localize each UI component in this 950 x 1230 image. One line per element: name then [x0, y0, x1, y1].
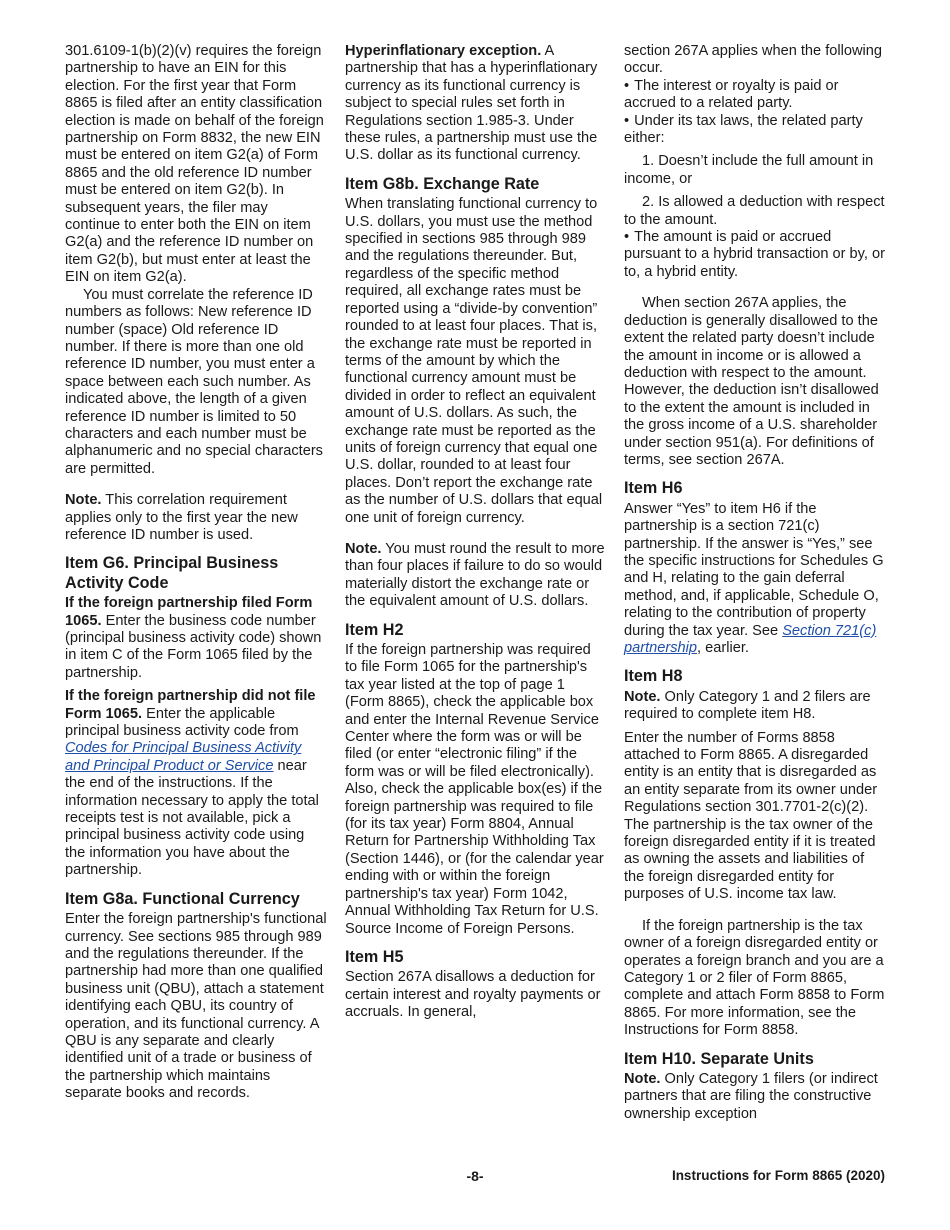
- heading-item-h2: Item H2: [345, 620, 404, 639]
- note: [624, 689, 886, 724]
- note-text: This correlation requirement applies only to the first year the new reference ID number is used.: [65, 492, 298, 543]
- paragraph: [345, 43, 607, 165]
- note-text: Only Category 1 filers (or indirect partners that are filing the constructive ownership exception: [624, 1070, 878, 1122]
- paragraph: [65, 595, 327, 682]
- codes-link[interactable]: Codes for Principal Business Activity and Principal Product or Service: [65, 740, 302, 774]
- note: [65, 492, 327, 544]
- paragraph: Section 267A disallows a deduction for certain interest and royalty payments or accruals. In general,: [345, 969, 601, 1021]
- paragraph-text: A partnership that has a hyperinflationary currency as its functional currency is subject to special rules set forth in Regulations section 1.985-3. Under these rules, a partnership must use the U.S. dollar as its functional currency.: [345, 43, 598, 164]
- paragraph: If the foreign partnership was required to file Form 1065 for the partnership's tax year listed at the top of page 1 (Form 8865), check the applicable box and enter the Internal Revenue Service Center where the form was or will be filed (or enter “electronic filing” if the form was or will be filed electronically). Also, check the applicable box(es) if the foreign partnership was required to file (for its tax year) Form 8804, Annual Return for Partnership Withholding Tax (Section 1446), or (for the calendar year ending with or within the foreign partnership's tax year) Form 1042, Annual Withholding Tax Return for U.S. Source Income of Foreign Persons.: [345, 642, 604, 937]
- paragraph: 301.6109-1(b)(2)(v) requires the foreign partnership to have an EIN for this election. For the first year that Form 8865 is filed after an entity classification election is made on behalf of the foreign partnership on Form 8832, the new EIN must be entered on item G2(a) of Form 8865 and the old reference ID number must be entered on item G2(b). In subsequent years, the filer may continue to enter both the EIN on item G2(a) and the reference ID number on item G2(b), but must enter at least the EIN on item G2(a).: [65, 43, 324, 286]
- paragraph: Enter the number of Forms 8858 attached to Form 8865. A disregarded entity is an entity that is disregarded as an entity separate from its owner under Regulations section 301.7701-2(c)(2). The partnership is the tax owner of the foreign disregarded entity if it is treated as owning the assets and liabilities of the foreign disregarded entity for purposes of U.S. income tax law.: [624, 729, 878, 903]
- section-721c-link[interactable]: Section 721(c) partnership: [624, 622, 877, 656]
- heading-item-g8a: Item G8a. Functional Currency: [65, 889, 300, 908]
- paragraph-text: near the end of the instructions. If the information necessary to apply the total receipts test is not available, pick a principal business activity code using the information you have about the partnership.: [65, 757, 319, 879]
- note-label: Note.: [624, 688, 661, 705]
- note-label: Note.: [624, 1070, 661, 1087]
- page-number: -8-: [466, 1168, 484, 1184]
- column-1: [65, 43, 327, 1103]
- column-2: [345, 43, 607, 1022]
- heading-item-g8b: Item G8b. Exchange Rate: [345, 174, 540, 193]
- heading-item-h8: Item H8: [624, 667, 683, 686]
- numbered-item: 2. Is allowed a deduction with respect to the amount.: [624, 194, 885, 228]
- numbered-item: 1. Doesn’t include the full amount in income, or: [624, 153, 874, 187]
- column-3: [624, 43, 886, 1123]
- note: [624, 1071, 886, 1123]
- paragraph: [65, 688, 327, 879]
- paragraph: [624, 501, 886, 658]
- lead-in: If the foreign partnership did not file Form 1065.: [65, 688, 316, 722]
- lead-in: If the foreign partnership filed Form 1065.: [65, 595, 313, 629]
- paragraph-text: Enter the applicable principal business activity code from: [65, 705, 299, 740]
- bullet-item: • Under its tax laws, the related party either:: [624, 113, 886, 148]
- paragraph-text: Enter the business code number (principal business activity code) shown in item C of the Form 1065 filed by the partnership.: [65, 612, 322, 681]
- paragraph: If the foreign partnership is the tax owner of a foreign disregarded entity or operates a foreign branch and you are a Category 1 or 2 filer of Form 8865, complete and attach Form 8858 to Form 8865. For more information, see the Instructions for Form 8858.: [624, 917, 885, 1039]
- note-label: Note.: [345, 540, 382, 557]
- note-text: You must round the result to more than four places if failure to do so would materially distort the exchange rate or the equivalent amount of U.S. dollars.: [345, 540, 605, 610]
- paragraph: section 267A applies when the following occur.: [624, 43, 882, 77]
- note-label: Note.: [65, 492, 102, 509]
- paragraph-text: Answer “Yes” to item H6 if the partnership is a section 721(c) partnership. If the answer is “Yes,” see the specific instructions for Schedules G and H, relating to the gain deferral method, and, if applicable, Schedule O, relating to the contribution of property during the tax year. See: [624, 500, 884, 639]
- bullet-item: • The interest or royalty is paid or accrued to a related party.: [624, 78, 886, 113]
- heading-item-h10: Item H10. Separate Units: [624, 1049, 814, 1068]
- heading-item-h6: Item H6: [624, 479, 683, 498]
- note-text: Only Category 1 and 2 filers are required to complete item H8.: [624, 688, 871, 723]
- heading-item-h5: Item H5: [345, 947, 404, 966]
- paragraph: When section 267A applies, the deduction is generally disallowed to the extent the related party doesn’t include the amount in income or is allowed a deduction with respect to the amount. However, the deduction isn’t disallowed to the extent the amount is included in the gross income of a U.S. shareholder under section 951(a). For definitions of terms, see section 267A.: [624, 295, 879, 468]
- paragraph-text: , earlier.: [697, 640, 749, 656]
- paragraph: Enter the foreign partnership's functional currency. See sections 985 through 989 and the regulations thereunder. If the partnership had more than one qualified business unit (QBU), attach a statement identifying each QBU, its country of operation, and its functional currency. A QBU is any separate and clearly identified unit of a trade or business of the partnership which maintains separate books and records.: [65, 911, 327, 1102]
- document-title: Instructions for Form 8865 (2020): [671, 1168, 885, 1183]
- bullet-item: • The amount is paid or accrued pursuant to a hybrid transaction or by, or to, a hybrid entity.: [624, 229, 886, 281]
- paragraph: When translating functional currency to U.S. dollars, you must use the method specified in sections 985 through 989 and the regulations thereunder. But, regardless of the specific method required, all exchange rates must be reported using a “divide-by convention” rounded to at least four places. That is, the exchange rate must be reported in terms of the amount by which the functional currency amount must be divided in order to reflect an equivalent amount of U.S. dollars. As such, the exchange rate must be reported as the units of foreign currency that equal one U.S. dollar, rounded to at least four places. Don’t report the exchange rate as the number of U.S. dollars that equal one unit of foreign currency.: [345, 196, 603, 526]
- paragraph: You must correlate the reference ID numbers as follows: New reference ID number (space) Old reference ID number. If there is more than one old reference ID number, you must enter a space between each such number. As indicated above, the length of a given reference ID number is limited to 50 characters and each number must be alphanumeric and no special characters are permitted.: [65, 286, 323, 477]
- lead-in: Hyperinflationary exception.: [345, 43, 542, 59]
- heading-item-g6: Item G6. Principal Business Activity Code: [65, 554, 279, 592]
- note: [345, 541, 607, 611]
